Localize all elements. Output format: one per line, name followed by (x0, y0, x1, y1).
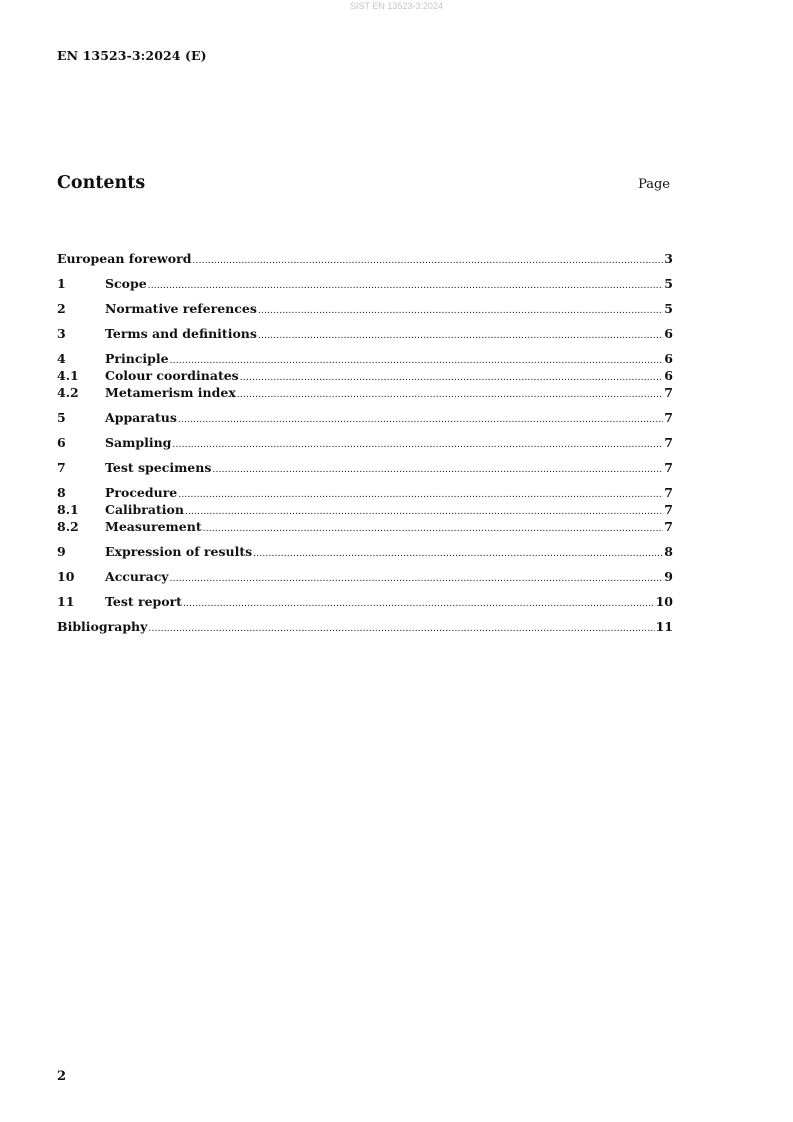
dot-leader (170, 355, 664, 367)
toc-entry-number: 2 (57, 301, 66, 316)
dot-leader (185, 506, 663, 518)
toc-entry-normative-references[interactable] (57, 300, 673, 317)
toc-entry-accuracy[interactable] (57, 568, 673, 585)
dot-leader (240, 372, 664, 384)
toc-entry-title: Scope (105, 276, 147, 291)
toc-entry-title: Measurement (105, 519, 202, 534)
dot-leader (203, 523, 664, 535)
toc-entry-calibration[interactable] (57, 501, 673, 518)
toc-entry-title: Procedure (105, 485, 178, 500)
page-column-heading: Page (638, 177, 670, 192)
toc-entry-page: 7 (664, 385, 673, 400)
toc-entry-page: 5 (664, 301, 673, 316)
toc-entry-page: 7 (664, 410, 673, 425)
toc-entry-measurement[interactable] (57, 518, 673, 535)
toc-entry-number: 8.2 (57, 519, 79, 534)
toc-entry-page: 9 (664, 569, 673, 584)
toc-entry-title: Test specimens (105, 460, 212, 475)
toc-entry-page: 5 (664, 276, 673, 291)
toc-entry-metamerism-index[interactable] (57, 384, 673, 401)
toc-entry-sampling[interactable] (57, 434, 673, 451)
dot-leader (212, 464, 663, 476)
toc-entry-number: 4.1 (57, 368, 79, 383)
toc-entry-page: 7 (664, 485, 673, 500)
toc-entry-colour-coordinates[interactable] (57, 367, 673, 384)
document-id: EN 13523-3:2024 (E) (57, 48, 207, 63)
toc-entry-title: Normative references (105, 301, 257, 316)
toc-entry-number: 4.2 (57, 385, 79, 400)
toc-entry-number: 6 (57, 435, 66, 450)
dot-leader (178, 414, 663, 426)
toc-entry-page: 7 (664, 519, 673, 534)
toc-entry-title: Apparatus (105, 410, 177, 425)
toc-entry-page: 3 (664, 251, 673, 266)
toc-entry-bibliography[interactable] (57, 618, 673, 635)
toc-entry-terms-and-definitions[interactable] (57, 325, 673, 342)
dot-leader (237, 389, 664, 401)
contents-heading: Contents (57, 173, 146, 193)
toc-entry-number: 4 (57, 351, 66, 366)
toc-entry-number: 11 (57, 594, 75, 609)
watermark: SIST EN 13523-3:2024 (350, 1, 443, 11)
dot-leader (258, 330, 663, 342)
toc-entry-number: 8 (57, 485, 66, 500)
dot-leader (170, 573, 664, 585)
toc-entry-page: 6 (664, 368, 673, 383)
dot-leader (192, 255, 663, 267)
toc-entry-expression-of-results[interactable] (57, 543, 673, 560)
toc-entry-page: 7 (664, 435, 673, 450)
dot-leader (183, 598, 655, 610)
toc-entry-title: Principle (105, 351, 169, 366)
toc-entry-test-specimens[interactable] (57, 459, 673, 476)
dot-leader (148, 623, 654, 635)
toc-entry-page: 8 (664, 544, 673, 559)
dot-leader (178, 489, 663, 501)
toc-entry-page: 6 (664, 351, 673, 366)
dot-leader (253, 548, 663, 560)
toc-entry-title: Metamerism index (105, 385, 236, 400)
toc-entry-number: 8.1 (57, 502, 79, 517)
toc-entry-number: 5 (57, 410, 66, 425)
toc-entry-title: Colour coordinates (105, 368, 239, 383)
toc-entry-principle[interactable] (57, 350, 673, 367)
toc-entry-page: 11 (655, 619, 673, 634)
toc-entry-number: 7 (57, 460, 66, 475)
toc-entry-title: Calibration (105, 502, 184, 517)
page-number: 2 (57, 1069, 67, 1084)
toc-entry-number: 9 (57, 544, 66, 559)
toc-entry-page: 10 (655, 594, 673, 609)
toc-entry-test-report[interactable] (57, 593, 673, 610)
toc-entry-title: Terms and definitions (105, 326, 257, 341)
dot-leader (172, 439, 663, 451)
toc-entry-title: Accuracy (105, 569, 169, 584)
toc-entry-procedure[interactable] (57, 484, 673, 501)
toc-entry-number: 10 (57, 569, 75, 584)
toc-entry-apparatus[interactable] (57, 409, 673, 426)
toc-entry-number: 1 (57, 276, 66, 291)
table-of-contents (57, 250, 673, 635)
toc-entry-title: European foreword (57, 251, 192, 266)
toc-entry-title: Test report (105, 594, 182, 609)
toc-entry-title: Bibliography (57, 619, 148, 634)
toc-entry-page: 6 (664, 326, 673, 341)
toc-entry-scope[interactable] (57, 275, 673, 292)
toc-entry-page: 7 (664, 460, 673, 475)
toc-entry-number: 3 (57, 326, 66, 341)
dot-leader (258, 305, 663, 317)
toc-entry-title: Sampling (105, 435, 172, 450)
toc-entry-title: Expression of results (105, 544, 253, 559)
toc-entry-page: 7 (664, 502, 673, 517)
dot-leader (148, 280, 664, 292)
toc-entry-foreword[interactable] (57, 250, 673, 267)
